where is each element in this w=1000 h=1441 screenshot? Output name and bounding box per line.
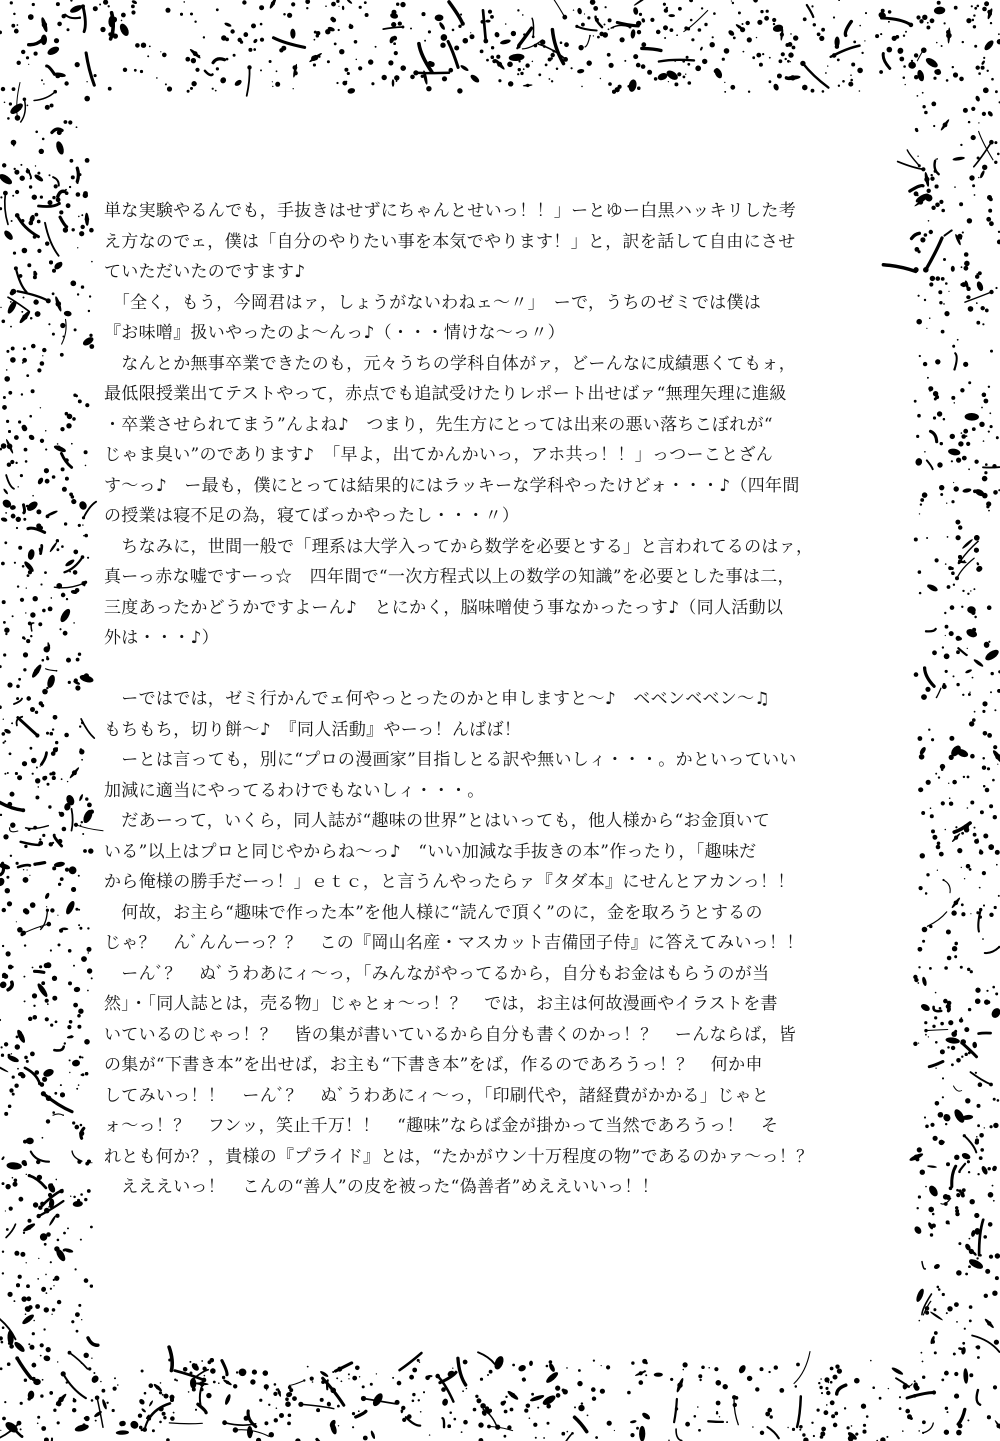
text-line: ーではでは，ゼミ行かんでェ何やっとったのかと申しますと～♪ ベベンベベン～♫ (104, 689, 770, 709)
paragraph (104, 898, 904, 1203)
paragraph (104, 349, 904, 532)
text-line: 然」・「同人誌とは，売る物」じゃとォ～っ！？ では，お主は何故漫画やイラストを書 (104, 994, 778, 1014)
text-line: ーんﾞ？ ぬﾞうわあにィ～っ，「みんながやってるから，自分もお金はもらうのが当 (104, 963, 770, 984)
text-line: から俺様の勝手だーっ！」ｅｔｃ，と言うんやったらァ『タダ本』にせんとアカンっ！！ (104, 872, 795, 892)
text-line: 何故，お主ら“趣味で作った本”を他人様に“読んで頂く”のに，金を取ろうとするの (104, 902, 763, 923)
text-line: す～っ♪ ー最も，僕にとっては結果的にはラッキーな学科やったけどォ・・・♪（四年間 (104, 475, 800, 496)
text-line: してみいっ！！ ーんﾞ？ ぬﾞうわあにィ～っ，「印刷代や，諸経費がかかる」じゃと (104, 1085, 770, 1106)
paragraph (104, 654, 904, 685)
text-line: なんとか無事卒業できたのも，元々うちの学科自体がァ，どーんなに成績悪くてもォ， (104, 353, 796, 374)
text-line: じゃま臭い”のであります♪ 「早よ，出てかんかいっ，アホ共っ！！」っつーことざん (104, 445, 774, 465)
text-line: 加減に適当にやってるわけでもないしィ・・・。 (104, 780, 485, 801)
text-line: ォ～っ！？ フンッ，笑止千万！！ “趣味”ならば金が掛かって当然であろうっ！ そ (104, 1116, 779, 1136)
paragraph (104, 806, 904, 898)
text-line: いているのじゃっ！？ 皆の集が書いているから自分も書くのかっ！？ ーんならば，皆 (104, 1024, 796, 1045)
text-line: ーとは言っても，別に“プロの漫画家”目指しとる訳や無いしィ・・・。かといっていい (104, 750, 797, 770)
text-line: 『お味噌』扱いやったのよ～んっ♪（・・・情けな～っ〃） (104, 323, 565, 343)
text-line: だあーって，いくら，同人誌が“趣味の世界”とはいっても，他人様から“お金頂いて (104, 811, 771, 831)
paragraph (104, 196, 904, 288)
text-line: 「全く，もう，今岡君はァ，しょうがないわねェ～〃」 ーで，うちのゼミでは僕は (104, 292, 762, 313)
paragraph (104, 532, 904, 654)
text-line: もちもち，切り餅～♪ 『同人活動』やーっ！んばば！ (104, 719, 522, 740)
essay-text (104, 196, 904, 1203)
text-line: 単な実験やるんでも，手抜きはせずにちゃんとせいっ！！」ーとゆー白黒ハッキリした考 (104, 201, 796, 221)
text-line: の集が“下書き本”を出せば，お主も“下書き本”をば，作るのであろうっ！？ 何か申 (104, 1055, 763, 1075)
text-line: の授業は寝不足の為，寝てばっかやったし・・・〃） (104, 506, 520, 526)
text-line: じゃ？ んﾞんんーっ？？ この『岡山名産・マスカット吉備団子侍』に答えてみいっ！！ (104, 933, 804, 953)
text-line: ちなみに，世間一般で「理系は大学入ってから数学を必要とする」と言われてるのはァ， (104, 536, 814, 557)
text-line: えええいっ！ こんの“善人”の皮を被った“偽善者”めええいいっ！！ (104, 1177, 659, 1197)
text-line: 三度あったかどうかですよーん♪ とにかく，脳味噌使う事なかったっす♪（同人活動以 (104, 597, 784, 618)
text-line: いる”以上はプロと同じやからね～っ♪ “いい加減な手抜きの本”作ったり，「趣味だ (104, 841, 757, 862)
text-line (104, 654, 904, 685)
text-line: ていただいたのですます♪ (104, 262, 306, 282)
paragraph (104, 684, 904, 745)
paragraph (104, 288, 904, 349)
paragraph (104, 745, 904, 806)
text-line: 外は・・・♪） (104, 628, 219, 648)
text-line: 最低限授業出てテストやって，赤点でも追試受けたりレポート出せばァ“無理矢理に進級 (104, 384, 787, 404)
text-line: 真ーっ赤な嘘ですーっ☆ 四年間で“一次方程式以上の数学の知識”を必要とした事は二， (104, 567, 795, 587)
text-line: れとも何か？，貴様の『プライド』とは，“たかがウン十万程度の物”であるのかァ～っ！？ (104, 1146, 814, 1167)
text-line: え方なのでェ，僕は「自分のやりたい事を本気でやります！」と，訳を話して自由にさせ (104, 231, 796, 252)
text-line: ・卒業させられてまう”んよね♪ つまり，先生方にとっては出来の悪い落ちこぼれが“ (104, 414, 773, 435)
